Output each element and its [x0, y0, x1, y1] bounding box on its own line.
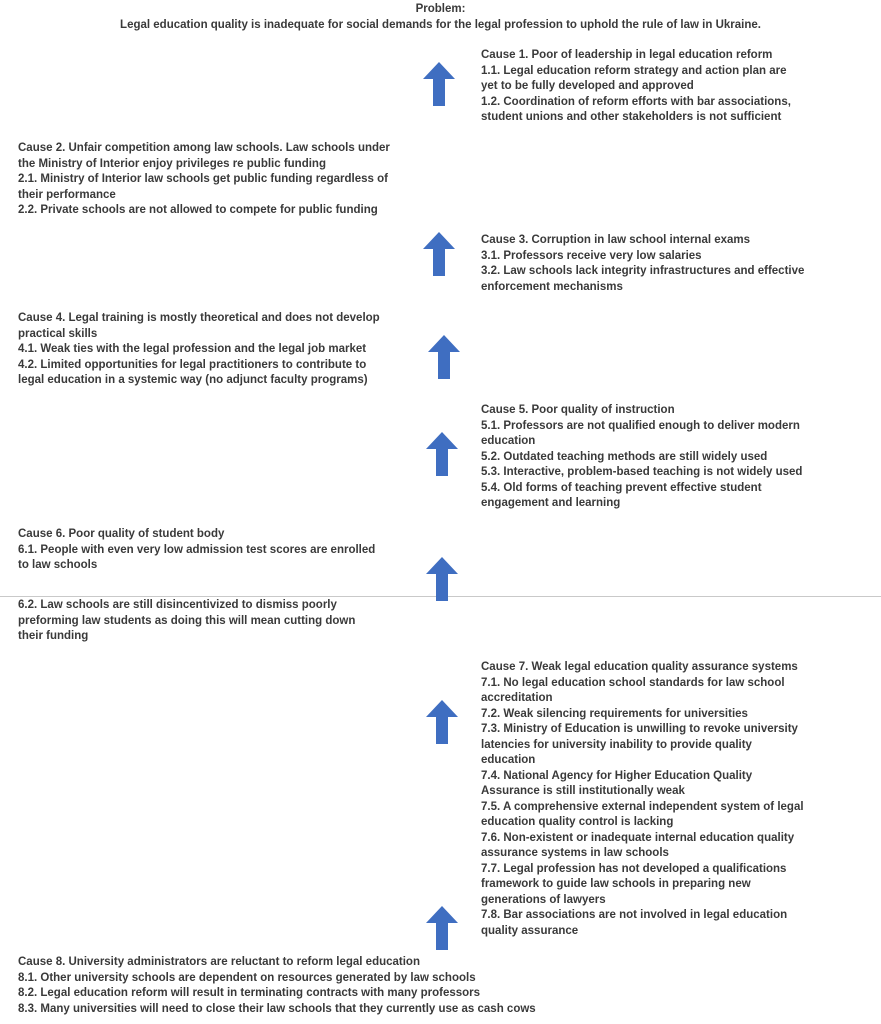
cause-3-block [481, 233, 804, 295]
cause-7-line: quality assurance [481, 924, 579, 937]
cause-4-line: legal education in a systemic way (no adjunct faculty programs) [18, 374, 368, 386]
up-arrow-icon [426, 700, 458, 744]
cause-7-title: Cause 7. Weak legal education quality assurance systems [481, 661, 798, 673]
cause-7-line: education quality control is lacking [481, 816, 674, 828]
cause-5-block [481, 403, 802, 512]
cause-6-continued-block [18, 598, 355, 645]
cause-5-line: engagement and learning [481, 497, 621, 509]
cause-8-line: 8.3. Many universities will need to close their law schools that they currently use as cash cows [18, 1002, 536, 1015]
cause-3-line: 3.2. Law schools lack integrity infrastructures and effective [481, 265, 805, 277]
cause-4-block [18, 311, 380, 389]
cause-3-line: 3.1. Professors receive very low salaries [481, 249, 702, 262]
cause-7-block [481, 660, 804, 939]
cause-5-line: 5.1. Professors are not qualified enough to deliver modern [481, 419, 800, 432]
cause-3-line: enforcement mechanisms [481, 280, 623, 293]
cause-8-title: Cause 8. University administrators are reluctant to reform legal education [18, 956, 420, 968]
cause-7-line: 7.1. No legal education school standards for law school [481, 676, 785, 689]
up-arrow-icon [423, 232, 455, 276]
cause-6-line: 6.2. Law schools are still disincentivized to dismiss poorly [18, 599, 337, 611]
cause-3-title: Cause 3. Corruption in law school internal exams [481, 234, 751, 246]
cause-5-title: Cause 5. Poor quality of instruction [481, 404, 675, 416]
cause-5-line: 5.3. Interactive, problem-based teaching is not widely used [481, 466, 803, 478]
problem-heading: Problem: [415, 3, 466, 15]
up-arrow-icon [428, 335, 460, 379]
cause-4-line: 4.2. Limited opportunities for legal practitioners to contribute to [18, 358, 367, 371]
cause-4-line: practical skills [18, 327, 98, 340]
cause-1-title: Cause 1. Poor of leadership in legal education reform [481, 49, 773, 61]
cause-1-line: student unions and other stakeholders is not sufficient [481, 111, 782, 123]
cause-6-title: Cause 6. Poor quality of student body [18, 528, 225, 540]
cause-6-line: preforming law students as doing this will mean cutting down [18, 614, 356, 627]
problem-statement [0, 2, 881, 33]
cause-2-block [18, 141, 390, 219]
cause-2-line: their performance [18, 188, 116, 201]
cause-2-line: 2.1. Ministry of Interior law schools get public funding regardless of [18, 173, 388, 185]
cause-2-line: the Ministry of Interior enjoy privileges re public funding [18, 157, 326, 170]
cause-6-line: their funding [18, 630, 89, 642]
up-arrow-icon [426, 557, 458, 601]
cause-7-line: generations of lawyers [481, 893, 606, 906]
cause-5-line: 5.4. Old forms of teaching prevent effective student [481, 481, 762, 494]
cause-7-line: 7.8. Bar associations are not involved in legal education [481, 909, 788, 921]
cause-8-line: 8.2. Legal education reform will result in terminating contracts with many professors [18, 987, 481, 999]
cause-7-line: 7.6. Non-existent or inadequate internal education quality [481, 831, 795, 844]
problem-text: Legal education quality is inadequate for social demands for the legal profession to uphold the rule of law in Ukraine. [120, 18, 761, 31]
cause-6-block [18, 527, 375, 574]
cause-7-line: latencies for university inability to provide quality [481, 738, 752, 751]
cause-7-line: assurance systems in law schools [481, 847, 669, 859]
cause-7-line: framework to guide law schools in preparing new [481, 878, 751, 890]
cause-8-block [18, 955, 536, 1017]
cause-7-line: Assurance is still institutionally weak [481, 785, 685, 797]
cause-2-title: Cause 2. Unfair competition among law schools. Law schools under [18, 142, 390, 154]
up-arrow-icon [426, 906, 458, 950]
cause-7-line: 7.4. National Agency for Higher Education Quality [481, 769, 753, 782]
cause-1-line: 1.1. Legal education reform strategy and action plan are [481, 64, 787, 77]
up-arrow-icon [423, 62, 455, 106]
cause-8-line: 8.1. Other university schools are dependent on resources generated by law schools [18, 971, 476, 984]
cause-1-line: yet to be fully developed and approved [481, 80, 694, 92]
cause-7-line: 7.5. A comprehensive external independent system of legal [481, 800, 804, 813]
cause-7-line: education [481, 754, 536, 766]
cause-1-block [481, 48, 791, 126]
cause-6-line: to law schools [18, 559, 98, 571]
cause-1-line: 1.2. Coordination of reform efforts with bar associations, [481, 95, 791, 108]
cause-5-line: 5.2. Outdated teaching methods are still widely used [481, 450, 768, 463]
cause-7-line: 7.3. Ministry of Education is unwilling to revoke university [481, 723, 798, 735]
cause-4-line: 4.1. Weak ties with the legal profession and the legal job market [18, 343, 367, 355]
up-arrow-icon [426, 432, 458, 476]
cause-7-line: 7.2. Weak silencing requirements for universities [481, 707, 748, 720]
cause-7-line: 7.7. Legal profession has not developed a qualifications [481, 862, 787, 875]
cause-7-line: accreditation [481, 692, 553, 704]
cause-6-line: 6.1. People with even very low admission test scores are enrolled [18, 543, 376, 556]
cause-5-line: education [481, 435, 536, 447]
cause-4-title: Cause 4. Legal training is mostly theoretical and does not develop [18, 312, 380, 324]
cause-2-line: 2.2. Private schools are not allowed to compete for public funding [18, 204, 378, 216]
